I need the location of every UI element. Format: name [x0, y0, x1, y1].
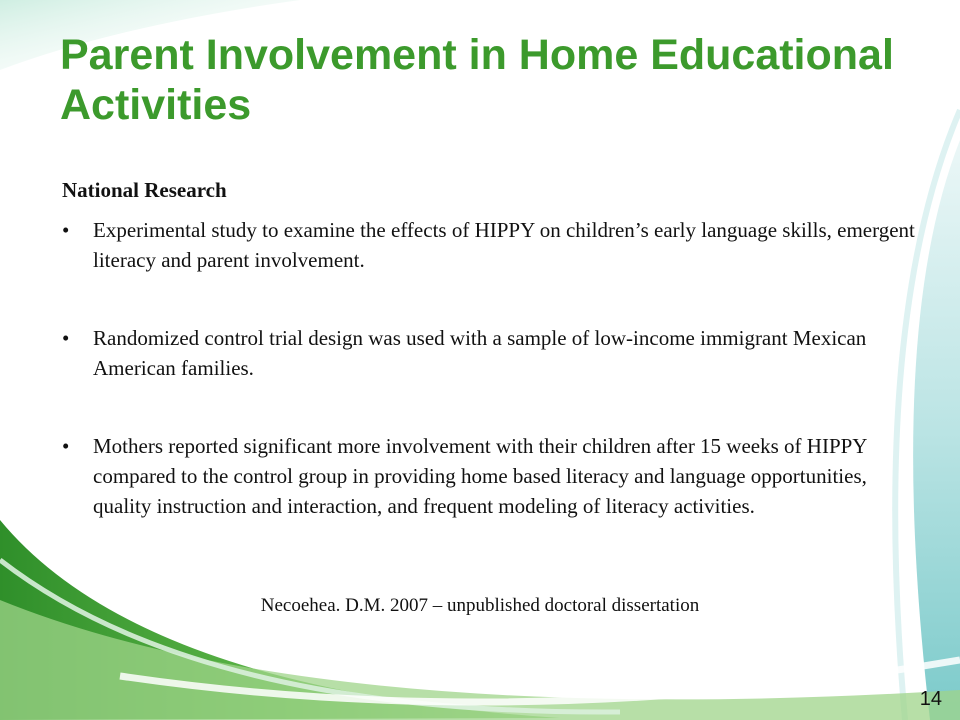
bullet-text: Randomized control trial design was used with a sample of low-income immigrant Mexican American families.	[93, 326, 867, 380]
bullet-text: Mothers reported significant more involvement with their children after 15 weeks of HIPPY compared to the control group in providing home based literacy and language opportunities, quality instruction and interaction, and frequent modeling of literacy activities.	[93, 434, 867, 518]
bullet-list	[62, 215, 922, 521]
bullet-item	[62, 215, 922, 275]
section-heading: National Research	[62, 178, 227, 202]
slide-content	[62, 175, 922, 521]
bullet-item	[62, 323, 922, 383]
bullet-icon: •	[62, 326, 70, 350]
slide-title: Parent Involvement in Home Educational Activities	[60, 31, 894, 129]
bullet-text: Experimental study to examine the effects of HIPPY on children’s early language skills, emergent literacy and parent involvement.	[93, 218, 915, 272]
citation: Necoehea. D.M. 2007 – unpublished doctoral dissertation	[260, 595, 700, 616]
bullet-icon: •	[62, 218, 70, 242]
bullet-icon: •	[62, 434, 70, 458]
page-number: 14	[919, 688, 942, 710]
bullet-item	[62, 431, 922, 521]
